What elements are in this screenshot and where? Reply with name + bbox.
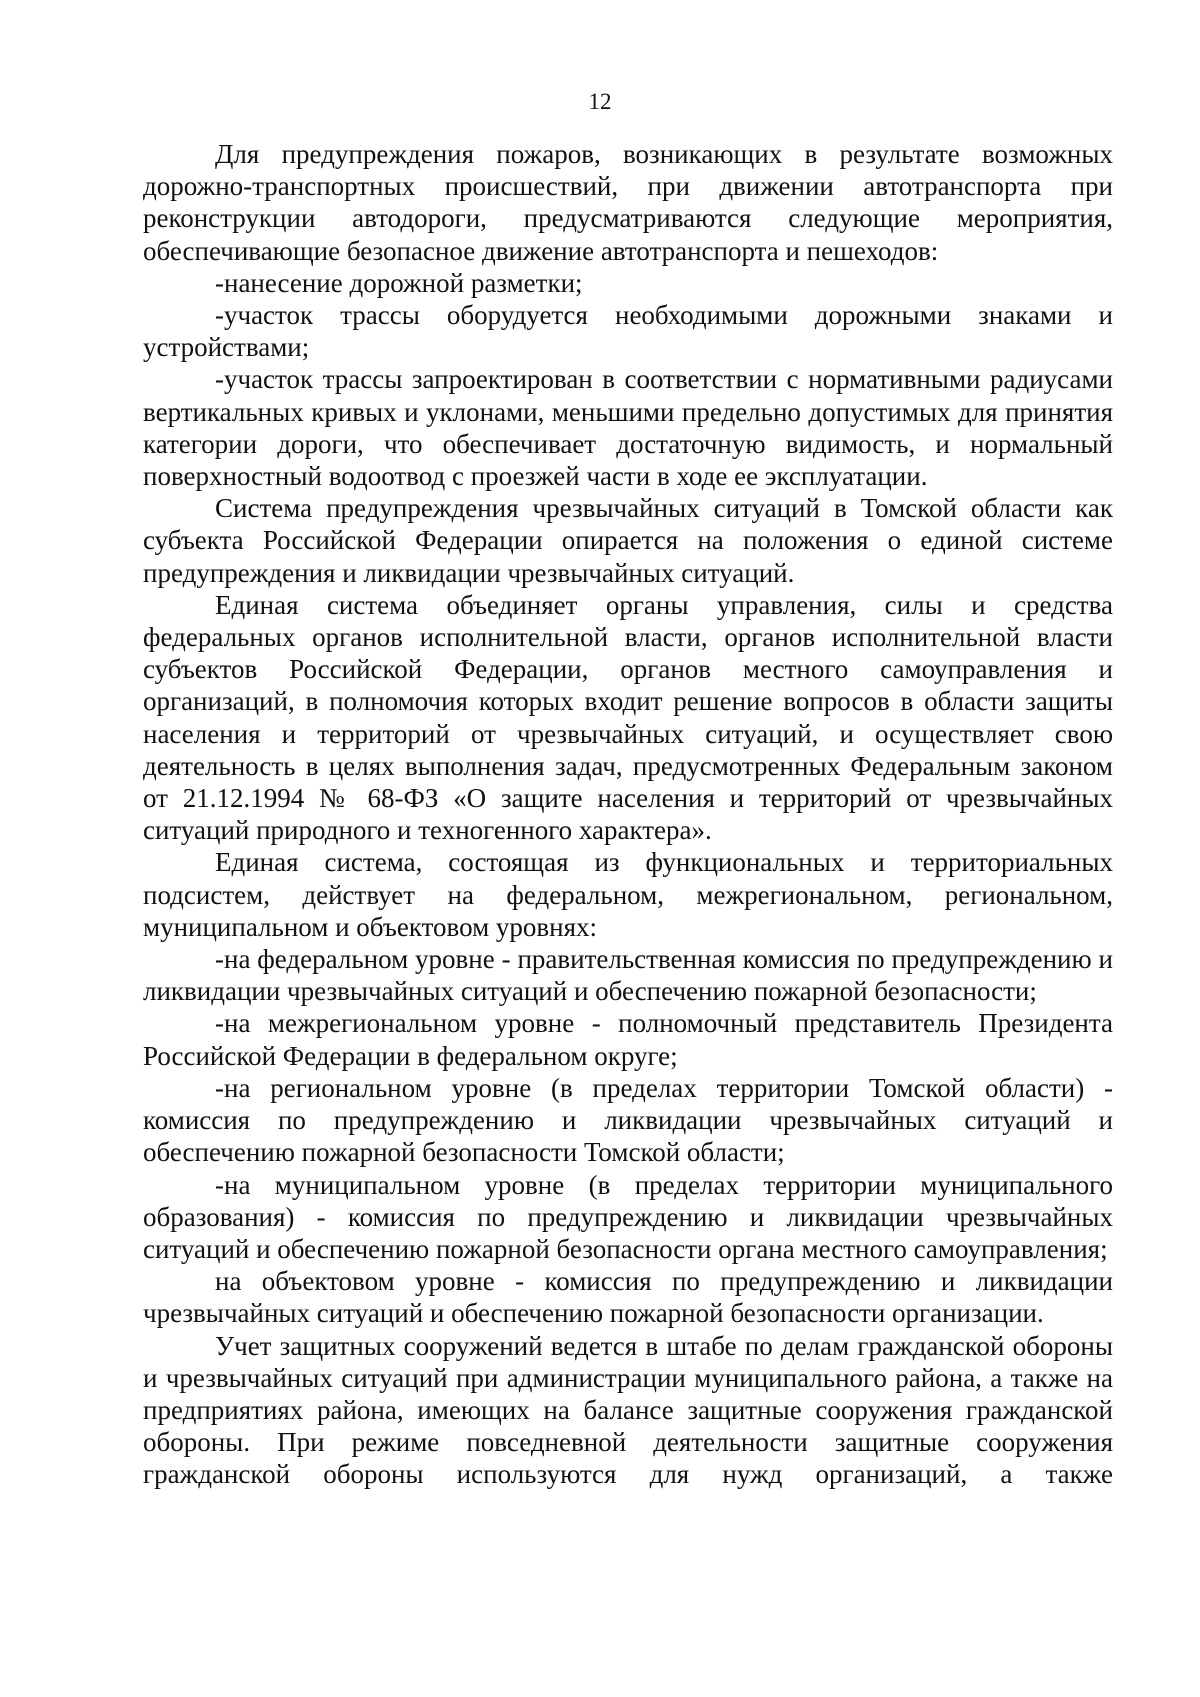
list-item-interregional-level: -на межрегиональном уровне - полномочный представитель Президента Российской Федерации в федеральном округе; bbox=[143, 1008, 1113, 1071]
paragraph-unified-system: Единая система объединяет органы управления, силы и средства федеральных органов исполнительной власти, органов исполнительной власти субъектов Российской Федерации, органов местного самоуправления и организаций, в полномочия которых входит решение вопросов в области защиты населения и территорий от чрезвычайных ситуаций, и осуществляет свою деятельность в целях выполнения задач, предусмотренных Федеральным законом от 21.12.1994 № 68-ФЗ «О защите населения и территорий от чрезвычайных ситуаций природного и техногенного характера». bbox=[143, 589, 1113, 846]
list-item-road-signs: -участок трассы оборудуется необходимыми дорожными знаками и устройствами; bbox=[143, 300, 1113, 363]
paragraph-system-levels: Единая система, состоящая из функциональных и территориальных подсистем, действует на федеральном, межрегиональном, региональном, муниципальном и объектовом уровнях: bbox=[143, 847, 1113, 942]
paragraph-fire-prevention-intro: Для предупреждения пожаров, возникающих в результате возможных дорожно-транспортных происшествий, при движении автотранспорта при реконструкции автодороги, предусматриваются следующие мероприятия, обеспечивающие безопасное движение автотранспорта и пешеходов: bbox=[143, 139, 1113, 266]
list-item-road-marking: -нанесение дорожной разметки; bbox=[215, 267, 583, 298]
list-item-federal-level: -на федеральном уровне - правительственная комиссия по предупреждению и ликвидации чрезвычайных ситуаций и обеспечению пожарной безопасности; bbox=[143, 944, 1113, 1007]
paragraph-emergency-system: Система предупреждения чрезвычайных ситуаций в Томской области как субъекта Российской Федерации опирается на положения о единой системе предупреждения и ликвидации чрезвычайных ситуаций. bbox=[143, 493, 1113, 588]
list-item-regional-level: -на региональном уровне (в пределах территории Томской области) - комиссия по предупреждению и ликвидации чрезвычайных ситуаций и обеспечению пожарной безопасности Томской области; bbox=[143, 1072, 1113, 1168]
page-number: 12 bbox=[588, 89, 612, 114]
paragraph-protective-structures: Учет защитных сооружений ведется в штабе по делам гражданской обороны и чрезвычайных ситуаций при администрации муниципального района, а также на предприятиях района, имеющих на балансе защитные сооружения гражданской обороны. При режиме повседневной деятельности защитные сооружения гражданской обороны используются для нужд организаций, а также bbox=[143, 1330, 1113, 1490]
list-item-object-level: на объектовом уровне - комиссия по предупреждению и ликвидации чрезвычайных ситуаций и обеспечению пожарной безопасности организации. bbox=[143, 1266, 1113, 1329]
list-item-road-design: -участок трассы запроектирован в соответствии с нормативными радиусами вертикальных кривых и уклонами, меньшими предельно допустимых для принятия категории дороги, что обеспечивает достаточную видимость, и нормальный поверхностный водоотвод с проезжей части в ходе ее эксплуатации. bbox=[143, 364, 1113, 492]
document-body bbox=[143, 138, 1113, 1491]
list-item-municipal-level: -на муниципальном уровне (в пределах территории муниципального образования) - комиссия по предупреждению и ликвидации чрезвычайных ситуаций и обеспечению пожарной безопасности органа местного самоуправления; bbox=[143, 1169, 1113, 1264]
